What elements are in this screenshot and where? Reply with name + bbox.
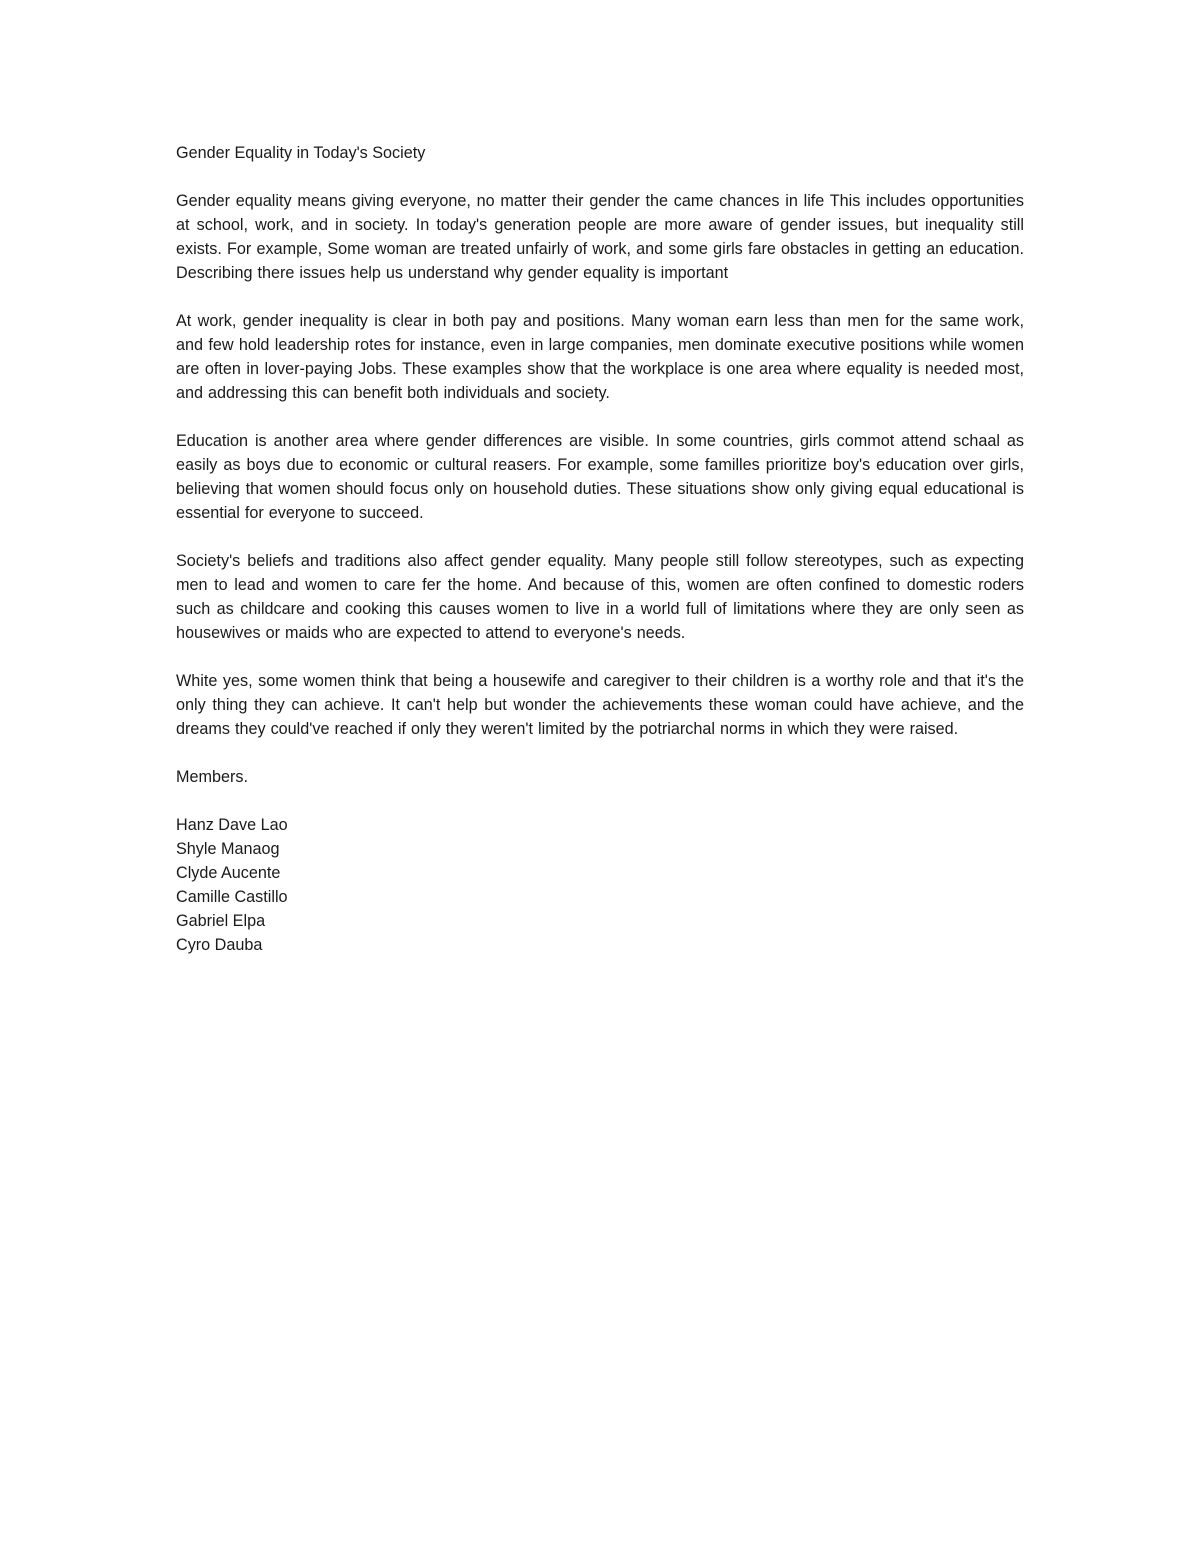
member-name: Gabriel Elpa	[176, 912, 266, 930]
document-title: Gender Equality in Today's Society	[176, 144, 426, 162]
paragraph-conclusion: White yes, some women think that being a housewife and caregiver to their children is a worthy role and that it's the only thing they can achieve. It can't help but wonder the achievements these woman could have achieve, and the dreams they could've reached if only they weren't limited by the potriarchal norms in which they were raised.	[176, 672, 1024, 738]
member-name: Clyde Aucente	[176, 864, 281, 882]
paragraph-introduction: Gender equality means giving everyone, no matter their gender the came chances in life This includes opportunities at school, work, and in society. In today's generation people are more aware of gender issues, but inequality still exists. For example, Some woman are treated unfairly of work, and some girls fare obstacles in getting an education. Describing there issues help us understand why gender equality is important	[176, 192, 1024, 282]
paragraph-education: Education is another area where gender differences are visible. In some countries, girls commot attend schaal as easily as boys due to economic or cultural reasers. For example, some familles prioritize boy's education over girls, believing that women should focus only on household duties. These situations show only giving equal educational is essential for everyone to succeed.	[176, 432, 1024, 522]
paragraph-workplace: At work, gender inequality is clear in both pay and positions. Many woman earn less than men for the same work, and few hold leadership rotes for instance, even in large companies, men dominate executive positions while women are often in lover-paying Jobs. These examples show that the workplace is one area where equality is needed most, and addressing this can benefit both individuals and society.	[176, 312, 1024, 402]
member-name: Cyro Dauba	[176, 936, 263, 954]
members-heading: Members.	[176, 768, 248, 786]
member-name: Hanz Dave Lao	[176, 816, 288, 834]
document-body	[176, 141, 1024, 957]
paragraph-society: Society's beliefs and traditions also affect gender equality. Many people still follow stereotypes, such as expecting men to lead and women to care fer the home. And because of this, women are often confined to domestic roders such as childcare and cooking this causes women to live in a world full of limitations where they are only seen as housewives or maids who are expected to attend to everyone's needs.	[176, 552, 1024, 642]
member-name: Camille Castillo	[176, 888, 288, 906]
member-name: Shyle Manaog	[176, 840, 280, 858]
members-list	[176, 813, 1024, 957]
